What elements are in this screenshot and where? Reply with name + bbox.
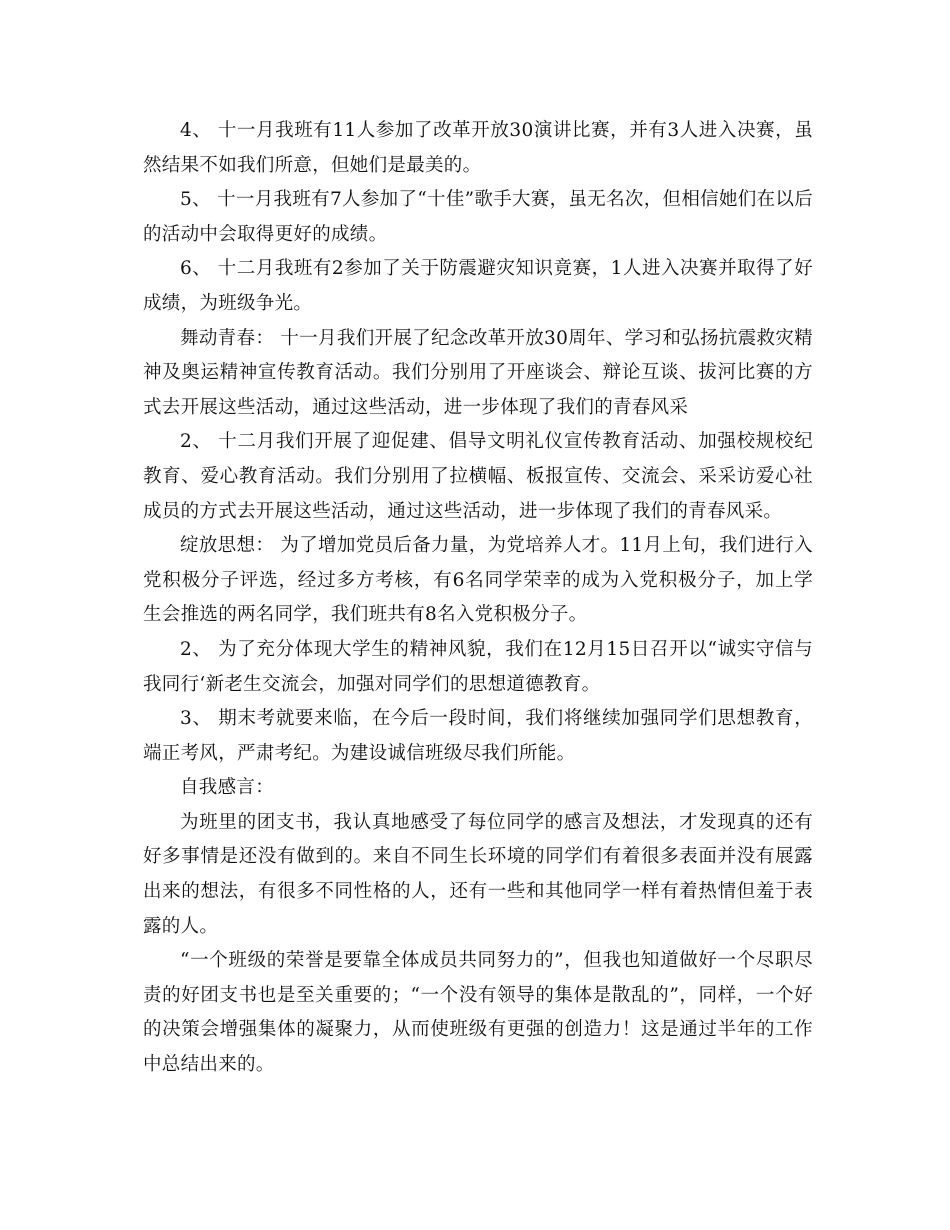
- paragraph-reflection-2: “一个班级的荣誉是要靠全体成员共同努力的”，但我也知道做好一个尽职尽责的好团支书也是至关重要的；“一个没有领导的集体是散乱的”，同样，一个好的决策会增强集体的凝聚力，从而使班级有更强的创造力！这是通过半年的工作中总结出来的。: [143, 950, 813, 1076]
- paragraph-blooming-thought-3: 3、 期末考就要来临，在今后一段时间，我们将继续加强同学们思想教育，端正考风，严肃考纪。为建设诚信班级尽我们所能。: [143, 708, 813, 764]
- paragraph-item-5: 5、 十一月我班有7人参加了“十佳”歌手大赛，虽无名次，但相信她们在以后的活动中会取得更好的成绩。: [143, 189, 813, 245]
- paragraph-item-6: 6、 十二月我班有2参加了关于防震避灾知识竟赛，1人进入决赛并取得了好成绩，为班级争光。: [143, 258, 813, 314]
- paragraph-dancing-youth: 舞动青春： 十一月我们开展了纪念改革开放30周年、学习和弘扬抗震救灾精神及奥运精神宣传教育活动。我们分别用了开座谈会、辩论互谈、拔河比赛的方式去开展这些活动，通过这些活动，进一步体现了我们的青春风采: [143, 327, 813, 418]
- paragraph-item-4: 4、 十一月我班有11人参加了改革开放30演讲比赛，并有3人进入决赛，虽然结果不如我们所意，但她们是最美的。: [143, 120, 813, 176]
- paragraph-dancing-youth-2: 2、 十二月我们开展了迎促建、倡导文明礼仪宣传教育活动、加强校规校纪教育、爱心教育活动。我们分别用了拉横幅、板报宣传、交流会、采采访爱心社成员的方式去开展这些活动，通过这些活动，进一步体现了我们的青春风采。: [143, 431, 813, 522]
- paragraph-reflection-1: 为班里的团支书，我认真地感受了每位同学的感言及想法，才发现真的还有好多事情是还没有做到的。来自不同生长环境的同学们有着很多表面并没有展露出来的想法，有很多不同性格的人，还有一些和其他同学一样有着热情但羞于表露的人。: [143, 811, 813, 937]
- document-body: [143, 114, 813, 1083]
- section-heading-self-reflection: 自我感言：: [180, 777, 275, 799]
- paragraph-blooming-thought-2: 2、 为了充分体现大学生的精神风貌，我们在12月15日召开以“诚实守信与我同行‘新老生交流会，加强对同学们的思想道德教育。: [143, 638, 813, 695]
- paragraph-blooming-thought: 绽放思想： 为了增加党员后备力量，为党培养人才。11月上旬，我们进行入党积极分子评选，经过多方考核，有6名同学荣幸的成为入党积极分子，加上学生会推选的两名同学，我们班共有8名入党积极分子。: [143, 535, 813, 626]
